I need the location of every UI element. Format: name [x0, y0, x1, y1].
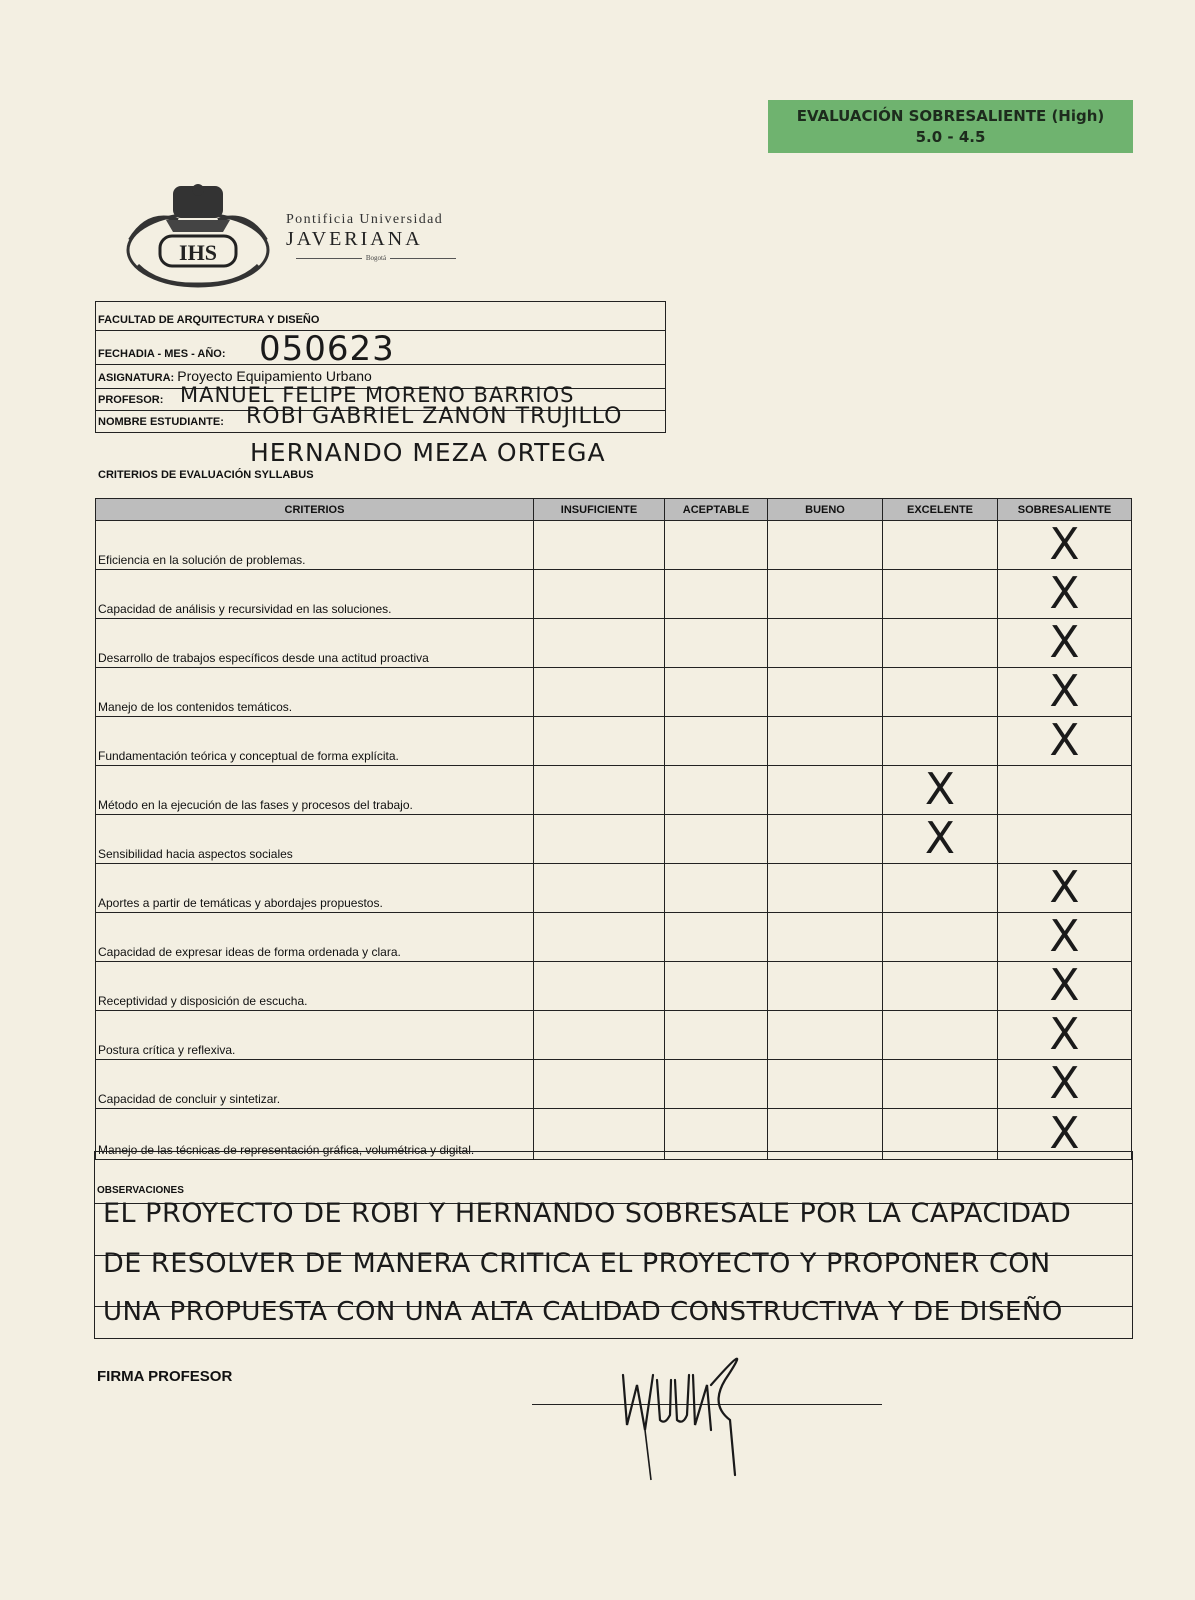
rating-cell — [665, 766, 768, 815]
rating-cell — [768, 619, 883, 668]
professor-value: MANUEL FELIPE MORENO BARRIOS — [180, 383, 575, 407]
check-mark: X — [1049, 1058, 1080, 1109]
table-row — [96, 619, 1132, 668]
rating-cell — [768, 1011, 883, 1060]
table-row — [96, 913, 1132, 962]
professor-label: PROFESOR: — [98, 394, 164, 406]
rating-cell — [534, 962, 665, 1011]
criterion-name: Fundamentación teórica y conceptual de forma explícita. — [96, 717, 534, 766]
observations-box — [94, 1151, 1133, 1339]
criterion-name: Capacidad de análisis y recursividad en las soluciones. — [96, 570, 534, 619]
date-label: FECHADIA - MES - AÑO: — [98, 348, 226, 360]
rating-cell — [534, 815, 665, 864]
date-value: 050623 — [259, 329, 395, 369]
column-header: BUENO — [768, 499, 883, 521]
check-mark: X — [1049, 666, 1080, 717]
check-mark: X — [1049, 1009, 1080, 1060]
table-row — [96, 766, 1132, 815]
table-row — [96, 717, 1132, 766]
rating-cell — [534, 619, 665, 668]
rating-cell — [768, 864, 883, 913]
rating-cell — [998, 766, 1132, 815]
university-name-line2: JAVERIANA — [286, 228, 423, 250]
header-info-box — [95, 301, 666, 433]
subject-value: Proyecto Equipamiento Urbano — [177, 368, 372, 384]
rating-cell — [883, 570, 998, 619]
faculty-row — [96, 302, 665, 331]
student-value-1: ROBI GABRIEL ZANON TRUJILLO — [246, 404, 623, 429]
rating-cell — [883, 1060, 998, 1109]
rating-cell — [998, 668, 1132, 717]
rating-cell — [998, 619, 1132, 668]
rating-cell — [998, 521, 1132, 570]
rating-cell — [883, 619, 998, 668]
rating-cell — [883, 717, 998, 766]
grade-badge-range: 5.0 - 4.5 — [915, 127, 986, 146]
check-mark: X — [1049, 617, 1080, 668]
rating-cell — [534, 913, 665, 962]
table-row — [96, 815, 1132, 864]
rating-cell — [534, 717, 665, 766]
rating-cell — [665, 668, 768, 717]
rating-cell — [998, 570, 1132, 619]
table-row — [96, 668, 1132, 717]
rating-cell — [534, 1011, 665, 1060]
column-header: EXCELENTE — [883, 499, 998, 521]
criterion-name: Postura crítica y reflexiva. — [96, 1011, 534, 1060]
rating-cell — [768, 815, 883, 864]
rating-cell — [998, 1011, 1132, 1060]
professor-signature — [615, 1345, 765, 1490]
grade-badge-title: EVALUACIÓN SOBRESALIENTE (High) — [796, 106, 1105, 125]
column-header: SOBRESALIENTE — [998, 499, 1132, 521]
rating-cell — [534, 766, 665, 815]
rating-cell — [665, 815, 768, 864]
table-row — [96, 864, 1132, 913]
rating-cell — [665, 1011, 768, 1060]
check-mark: X — [1049, 1108, 1080, 1159]
rating-cell — [534, 570, 665, 619]
rating-cell — [998, 815, 1132, 864]
check-mark: X — [924, 764, 956, 815]
check-mark: X — [1049, 568, 1080, 619]
criteria-table — [95, 498, 1132, 1160]
criteria-header-row — [96, 499, 1132, 521]
rating-cell — [883, 521, 998, 570]
criterion-name: Sensibilidad hacia aspectos sociales — [96, 815, 534, 864]
rating-cell — [665, 1060, 768, 1109]
criterion-name: Manejo de las técnicas de representación gráfica, volumétrica y digital. — [96, 1109, 534, 1160]
criterion-name: Capacidad de expresar ideas de forma ordenada y clara. — [96, 913, 534, 962]
university-city: Bogotá — [286, 254, 466, 262]
rating-cell — [534, 1060, 665, 1109]
criterion-name: Aportes a partir de temáticas y abordajes propuestos. — [96, 864, 534, 913]
criterion-name: Manejo de los contenidos temáticos. — [96, 668, 534, 717]
rating-cell — [665, 619, 768, 668]
signature-label: FIRMA PROFESOR — [97, 1368, 233, 1385]
rating-cell — [534, 864, 665, 913]
table-row — [96, 962, 1132, 1011]
subject-label: ASIGNATURA: — [98, 372, 175, 384]
rating-cell — [768, 913, 883, 962]
check-mark: X — [1049, 960, 1080, 1011]
table-row — [96, 570, 1132, 619]
table-row — [96, 1060, 1132, 1109]
crest-icon — [118, 180, 278, 290]
rating-cell — [883, 766, 998, 815]
criterion-name: Desarrollo de trabajos específicos desde una actitud proactiva — [96, 619, 534, 668]
rating-cell — [883, 1011, 998, 1060]
rating-cell — [534, 521, 665, 570]
rating-cell — [998, 864, 1132, 913]
rating-cell — [883, 815, 998, 864]
rating-cell — [768, 962, 883, 1011]
rating-cell — [998, 717, 1132, 766]
criterion-name: Receptividad y disposición de escucha. — [96, 962, 534, 1011]
observations-line-3: UNA PROPUESTA CON UNA ALTA CALIDAD CONSTRUCTIVA Y DE DISEÑO — [103, 1297, 1063, 1327]
criteria-title: CRITERIOS DE EVALUACIÓN SYLLABUS — [98, 469, 314, 481]
rating-cell — [768, 668, 883, 717]
observations-line-2: DE RESOLVER DE MANERA CRITICA EL PROYECTO Y PROPONER CON — [103, 1248, 1051, 1279]
column-header: ACEPTABLE — [665, 499, 768, 521]
rating-cell — [665, 521, 768, 570]
grade-badge — [768, 100, 1133, 153]
rating-cell — [768, 717, 883, 766]
table-row — [96, 1011, 1132, 1060]
rating-cell — [768, 1060, 883, 1109]
rating-cell — [665, 962, 768, 1011]
table-row — [96, 521, 1132, 570]
column-header: INSUFICIENTE — [534, 499, 665, 521]
column-header: CRITERIOS — [96, 499, 534, 521]
date-row — [96, 329, 665, 369]
rating-cell — [665, 570, 768, 619]
rating-cell — [998, 962, 1132, 1011]
university-name-line1: Pontificia Universidad — [286, 212, 444, 227]
student-value-2: HERNANDO MEZA ORTEGA — [250, 438, 606, 467]
rating-cell — [665, 913, 768, 962]
observations-label: OBSERVACIONES — [97, 1185, 184, 1196]
rating-cell — [534, 668, 665, 717]
rating-cell — [883, 962, 998, 1011]
rating-cell — [883, 913, 998, 962]
rating-cell — [768, 766, 883, 815]
rating-cell — [768, 521, 883, 570]
observations-line-1: EL PROYECTO DE ROBI Y HERNANDO SOBRESALE POR LA CAPACIDAD — [103, 1198, 1072, 1229]
check-mark: X — [1049, 715, 1080, 766]
rating-cell — [883, 864, 998, 913]
student-row — [96, 404, 665, 432]
criterion-name: Eficiencia en la solución de problemas. — [96, 521, 534, 570]
crest-letters: IHS — [179, 240, 217, 265]
subject-row-text — [98, 368, 372, 384]
university-logo — [118, 180, 478, 290]
faculty-label: FACULTAD DE ARQUITECTURA Y DISEÑO — [98, 314, 320, 326]
check-mark: X — [1049, 862, 1080, 913]
check-mark: X — [1049, 911, 1080, 962]
rating-cell — [665, 864, 768, 913]
rating-cell — [883, 668, 998, 717]
criterion-name: Capacidad de concluir y sintetizar. — [96, 1060, 534, 1109]
criterion-name: Método en la ejecución de las fases y procesos del trabajo. — [96, 766, 534, 815]
rating-cell — [665, 717, 768, 766]
criteria-body — [96, 521, 1132, 1160]
check-mark: X — [1049, 519, 1080, 570]
student-label: NOMBRE ESTUDIANTE: — [98, 416, 224, 428]
rating-cell — [768, 570, 883, 619]
rating-cell — [998, 1060, 1132, 1109]
rating-cell — [998, 913, 1132, 962]
check-mark: X — [924, 813, 956, 864]
